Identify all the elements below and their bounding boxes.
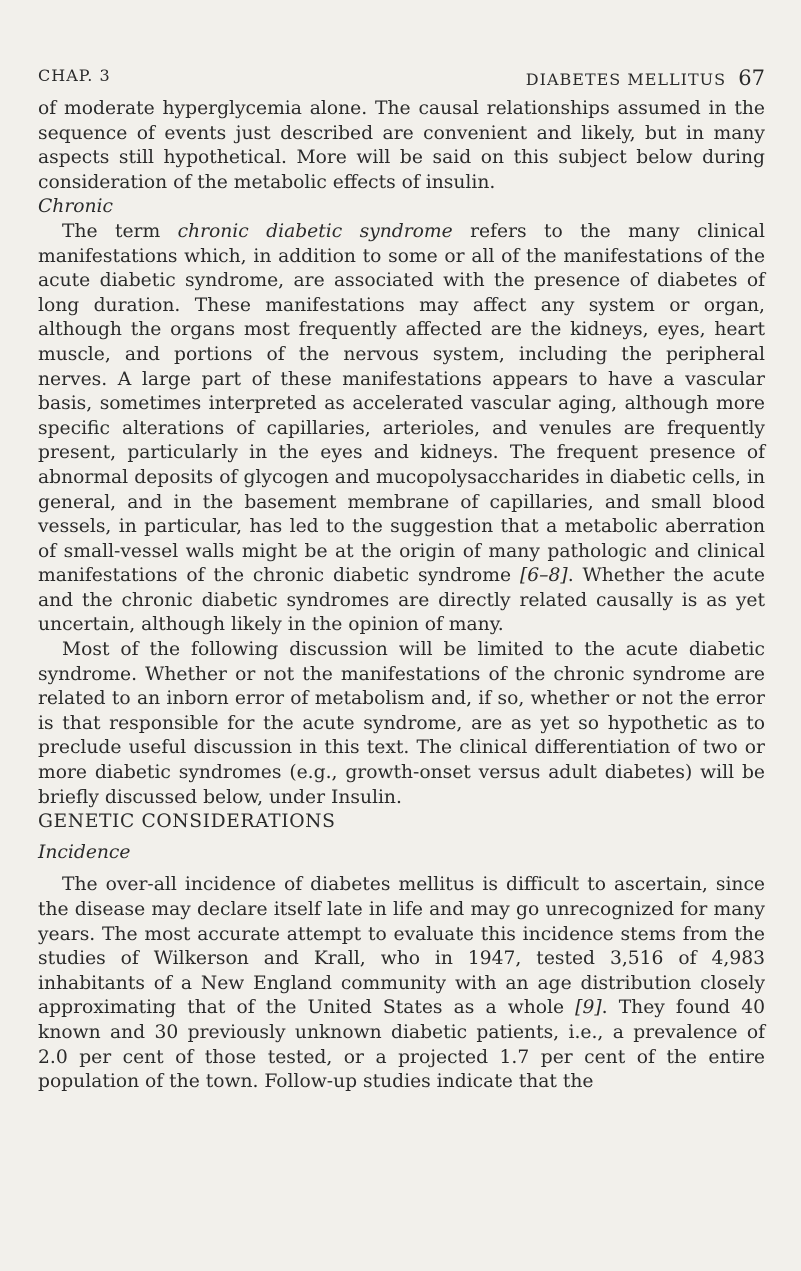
incidence-part-a: The over-all incidence of diabetes mellitus is difficult to ascertain, since the disease may declare itself late in life and may go unrecognized for many years. The most accurate attempt to evaluate this incidence stems from the studies of Wilkerson and Krall, who in 1947, tested 3,516 of 4,983 inhabitants of a New England community with an age distribution closely approximating that of the United States as a whole [38, 874, 765, 1019]
subheading-incidence: Incidence [38, 841, 131, 863]
subheading-chronic: Chronic [38, 196, 113, 218]
paragraph-most: Most of the following discussion will be limited to the acute diabetic syndrome. Whether or not the manifestations of the chronic syndrome are related to an inborn error of metabolism and, if so, whether or not the error is that responsible for the acute syndrome, are as yet so hypothetic as to preclude useful discussion in this text. The clinical differentiation of two or more diabetic syndromes (e.g., growth-onset versus adult diabetes) will be briefly discussed below, under Insulin. [38, 639, 765, 808]
incidence-part-b: . They found 40 known and 30 previously unknown diabetic patients, i.e., a prevalence of 2.0 per cent of those tested, or a projected 1.7 per cent of the entire population of the town. Follow-up studies indicate that the [38, 997, 766, 1093]
incidence-reference: [9] [575, 997, 602, 1019]
chronic-lead: The term [62, 220, 178, 242]
running-head [38, 60, 765, 88]
chronic-reference: [6–8] [519, 565, 568, 587]
page-number: 67 [738, 66, 765, 90]
chronic-term: chronic diabetic syndrome [177, 220, 453, 242]
paragraph-chronic [38, 220, 765, 638]
paragraph-intro: of moderate hyperglycemia alone. The causal relationships assumed in the sequence of events just described are convenient and likely, but in many aspects still hypothetical. More will be said on this subject below during consideration of the metabolic effects of insulin. [38, 98, 765, 193]
running-title: DIABETES MELLITUS [525, 70, 727, 89]
section-heading-genetic: GENETIC CONSIDERATIONS [38, 811, 336, 833]
running-title-group [526, 66, 765, 90]
chapter-label: CHAP. 3 [38, 66, 111, 85]
chronic-body: refers to the many clinical manifestations which, in addition to some or all of the manifestations of the acute diabetic syndrome, are associated with the presence of diabetes of long duration. These manifestations may affect any system or organ, although the organs most frequently affected are the kidneys, eyes, heart muscle, and portions of the nervous system, including the peripheral nerves. A large part of these manifestations appears to have a vascular basis, sometimes interpreted as accelerated vascular aging, although more specific alterations of capillaries, arterioles, and venules are frequently present, particularly in the eyes and kidneys. The frequent presence of abnormal deposits of glycogen and mucopolysaccharides in diabetic cells, in general, and in the basement membrane of capillaries, and small blood vessels, in particular, has led to the suggestion that a metabolic aberration of small-vessel walls might be at the origin of many pathologic and clinical manifestations of the chronic diabetic syndrome [38, 220, 765, 587]
body-text [38, 97, 765, 1095]
paragraph-incidence [38, 873, 765, 1094]
chronic-tail: . Whether the acute and the chronic diabetic syndromes are directly related causally is as yet uncertain, although likely in the opinion of many. [38, 565, 765, 636]
